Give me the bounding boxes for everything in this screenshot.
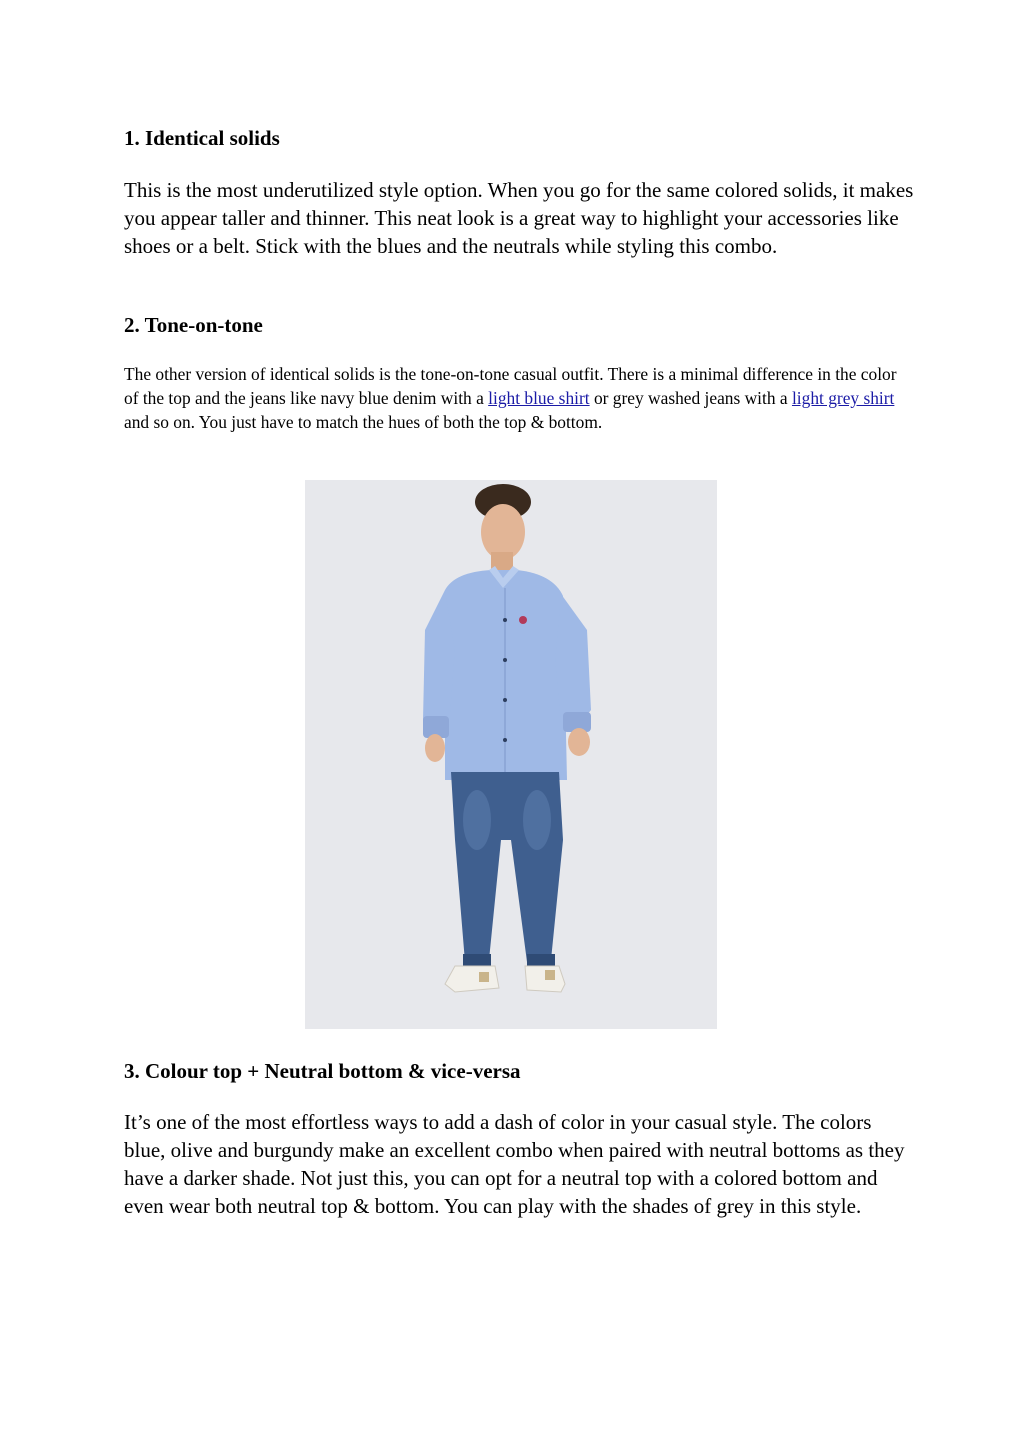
section-paragraph: It’s one of the most effortless ways to add a dash of color in your casual style. The colors blue, olive and burgundy make an excellent combo when paired with neutral bottoms as they have a darker shade. Not just this, you can opt for a neutral top with a colored bottom and even wear both neutral top & bottom. You can play with the shades of grey in this style. (124, 1110, 905, 1218)
paragraph-text: The other version of identical solids is the tone-on-tone casual outfit. There is a minimal difference in the color of the top and the jeans like navy blue denim with a (124, 364, 897, 408)
section-paragraph (124, 362, 904, 434)
section-heading: 1. Identical solids (124, 126, 280, 150)
section-heading: 2. Tone-on-tone (124, 313, 263, 337)
section-paragraph: This is the most underutilized style option. When you go for the same colored solids, it makes you appear taller and thinner. This neat look is a great way to highlight your accessories like shoes or a belt. Stick with the blues and the neutrals while styling this combo. (124, 178, 914, 258)
product-photo (305, 480, 717, 1029)
light-blue-shirt-link[interactable]: light blue shirt (488, 388, 590, 408)
section-heading: 3. Colour top + Neutral bottom & vice-versa (124, 1059, 521, 1083)
model-illustration (305, 480, 717, 1029)
paragraph-text: and so on. You just have to match the hues of both the top & bottom. (124, 412, 603, 432)
paragraph-text: or grey washed jeans with a (589, 388, 792, 408)
light-grey-shirt-link[interactable]: light grey shirt (791, 388, 895, 408)
